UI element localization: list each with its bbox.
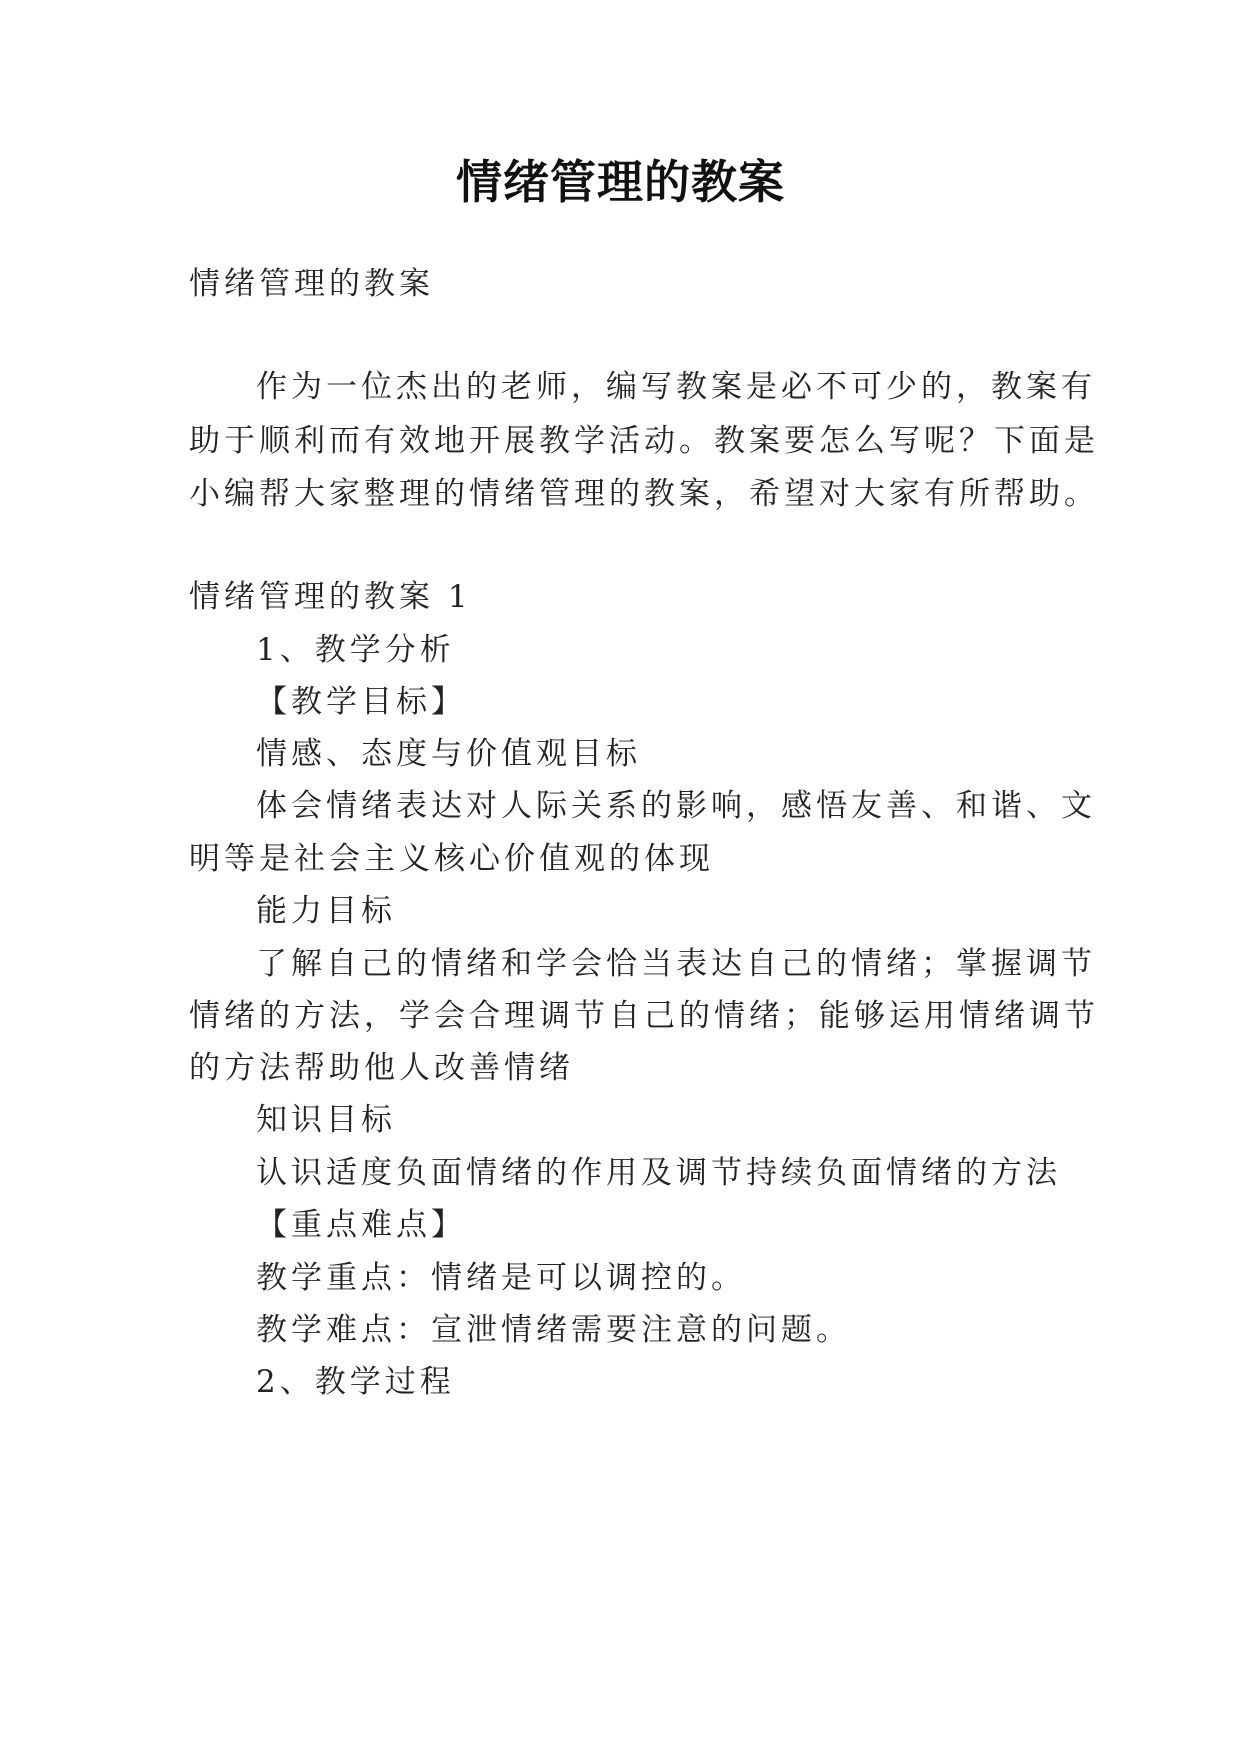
objectives-heading: 【教学目标】 (256, 684, 466, 720)
ability-goal-text-line-3: 的方法帮助他人改善情绪 (189, 1050, 574, 1086)
document-subtitle: 情绪管理的教案 (189, 266, 434, 302)
document-title: 情绪管理的教案 (456, 155, 785, 209)
difficult-point: 教学难点：宣泄情绪需要注意的问题。 (256, 1312, 851, 1348)
knowledge-goal-text: 认识适度负面情绪的作用及调节持续负面情绪的方法 (256, 1155, 1061, 1191)
intro-line-2: 助于顺利而有效地开展教学活动。教案要怎么写呢？下面是 (189, 423, 1099, 459)
section-heading: 情绪管理的教案 1 (189, 579, 472, 615)
emotion-goal-text-line-2: 明等是社会主义核心价值观的体现 (189, 841, 714, 877)
emotion-goal-heading: 情感、态度与价值观目标 (256, 736, 641, 772)
ability-goal-text-line-2: 情绪的方法，学会合理调节自己的情绪；能够运用情绪调节 (189, 998, 1099, 1034)
part1-heading: 1、教学分析 (256, 632, 455, 668)
intro-line-3: 小编帮大家整理的情绪管理的教案，希望对大家有所帮助。 (189, 476, 1099, 512)
emotion-goal-text-line-1: 体会情绪表达对人际关系的影响，感悟友善、和谐、文 (256, 788, 1096, 824)
part2-heading: 2、教学过程 (256, 1364, 455, 1400)
key-points-heading: 【重点难点】 (256, 1207, 466, 1243)
ability-goal-heading: 能力目标 (256, 893, 396, 929)
ability-goal-text-line-1: 了解自己的情绪和学会恰当表达自己的情绪；掌握调节 (256, 946, 1096, 982)
intro-line-1: 作为一位杰出的老师，编写教案是必不可少的，教案有 (256, 369, 1096, 405)
knowledge-goal-heading: 知识目标 (256, 1102, 396, 1138)
key-point: 教学重点：情绪是可以调控的。 (256, 1260, 746, 1296)
